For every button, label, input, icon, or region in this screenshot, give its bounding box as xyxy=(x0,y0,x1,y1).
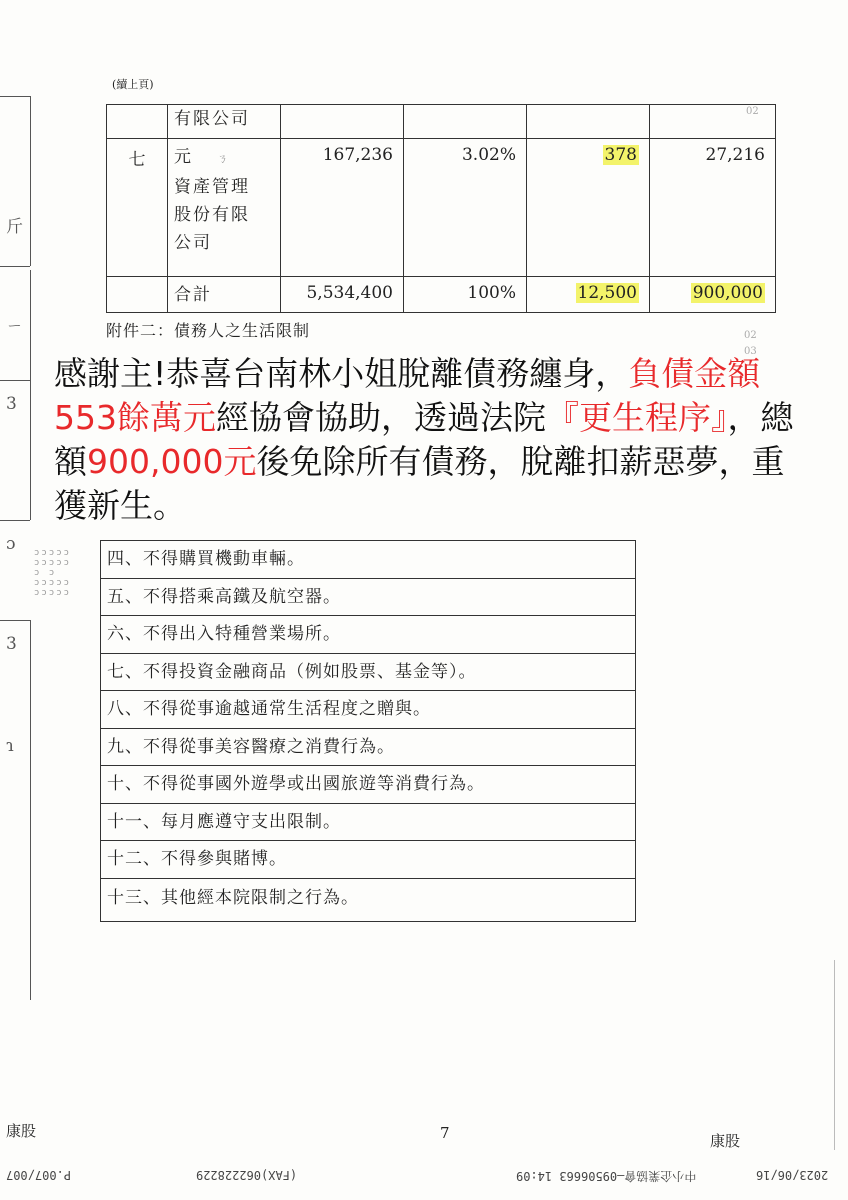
creditor-name: 元 ㄋ 資產管理 股份有限 公司 xyxy=(168,139,281,277)
binding-tick xyxy=(0,266,30,267)
total-monthly-payment xyxy=(527,277,650,313)
list-item: 九、不得從事美容醫療之消費行為。 xyxy=(101,729,635,767)
page-number: 7 xyxy=(440,1124,450,1142)
table-row xyxy=(107,277,776,313)
monthly-payment xyxy=(527,105,650,139)
row-number xyxy=(107,105,168,139)
debt-amount xyxy=(281,105,404,139)
fax-number: (FAX)062228229 xyxy=(196,1168,298,1182)
list-item: 四、不得購買機動車輛。 xyxy=(101,541,635,579)
right-margin-mark: 03 xyxy=(744,346,757,357)
margin-mark: ɿ xyxy=(6,736,14,756)
monthly-payment xyxy=(527,139,650,277)
total-ratio: 100% xyxy=(404,277,527,313)
list-item: 十二、不得參與賭博。 xyxy=(101,841,635,879)
highlight: 12,500 xyxy=(577,283,637,303)
binding-tick xyxy=(0,380,30,381)
margin-mark: ㄧ xyxy=(6,317,23,337)
binding-line-1 xyxy=(30,96,31,266)
debt-amount: 167,236 xyxy=(281,139,404,277)
overlay-procedure: 『更生程序』 xyxy=(546,398,728,437)
congratulations-overlay-text xyxy=(54,352,814,528)
annex-title: 附件二：債務人之生活限制 xyxy=(106,321,311,340)
continued-label: (續上頁) xyxy=(112,78,154,91)
binding-tick xyxy=(0,520,30,521)
highlight: 378 xyxy=(604,145,637,165)
row-number: 七 xyxy=(107,139,168,277)
table-row xyxy=(107,139,776,277)
list-item: 五、不得搭乘高鐵及航空器。 xyxy=(101,579,635,617)
list-item: 十、不得從事國外遊學或出國旅遊等消費行為。 xyxy=(101,766,635,804)
debt-ratio xyxy=(404,105,527,139)
right-edge-line xyxy=(834,960,835,1150)
overlay-text: ，總額 xyxy=(54,398,794,481)
overlay-total-amount: 900,000元 xyxy=(87,442,257,481)
binding-tick xyxy=(0,620,30,621)
binding-line-4 xyxy=(30,620,31,1000)
binding-tick xyxy=(0,96,30,97)
margin-mark: 3 xyxy=(6,634,17,654)
total-payment xyxy=(650,105,776,139)
right-stamp: 康股 xyxy=(710,1132,741,1150)
creditor-name: 有限公司 xyxy=(168,105,281,139)
margin-mark: 斤 xyxy=(6,217,23,237)
binding-holes-decoration: ɔɔɔɔɔ ɔɔɔɔɔ ɔ ɔ ɔɔɔɔɔ ɔɔɔɔɔ xyxy=(34,548,72,598)
restriction-list xyxy=(100,540,636,922)
left-stamp: 康股 xyxy=(6,1122,37,1140)
fax-header xyxy=(0,1168,848,1192)
redaction-mark: ㄋ xyxy=(217,152,230,165)
overlay-text: 後免除所有債務，脫離扣薪惡夢，重獲新生。 xyxy=(54,442,785,525)
debt-ratio: 3.02% xyxy=(404,139,527,277)
overlay-text: 經協會協助，透過法院 xyxy=(216,398,546,437)
overlay-debt-amount: 負債金額553餘萬元 xyxy=(54,354,761,437)
total-debt-amount: 5,534,400 xyxy=(281,277,404,313)
highlight: 900,000 xyxy=(692,283,763,303)
binding-line-2 xyxy=(30,270,31,380)
fax-page: P.007/007 xyxy=(6,1168,72,1182)
list-item: 十三、其他經本院限制之行為。 xyxy=(107,887,359,908)
list-item: 七、不得投資金融商品（例如股票、基金等）。 xyxy=(101,654,635,692)
grand-total-payment xyxy=(650,277,776,313)
binding-line-3 xyxy=(30,380,31,520)
margin-mark: 3 xyxy=(6,394,17,414)
row-number xyxy=(107,277,168,313)
list-item: 八、不得從事逾越通常生活程度之贈與。 xyxy=(101,691,635,729)
right-margin-mark: 02 xyxy=(746,106,759,117)
table-row xyxy=(107,105,776,139)
creditor-table xyxy=(106,104,776,313)
list-item: 十一、每月應遵守支出限制。 xyxy=(101,804,635,842)
total-label: 合計 xyxy=(168,277,281,313)
fax-date: 2023/06/16 xyxy=(756,1168,829,1182)
list-item: 六、不得出入特種營業場所。 xyxy=(101,616,635,654)
right-margin-mark: 02 xyxy=(744,330,757,341)
total-payment: 27,216 xyxy=(650,139,776,277)
margin-mark: ɔ xyxy=(6,534,16,554)
overlay-text: 感謝主!恭喜台南林小姐脫離債務纏身， xyxy=(54,354,629,393)
fax-sender: 中小企業協會—09506663 14:09 xyxy=(516,1169,697,1183)
